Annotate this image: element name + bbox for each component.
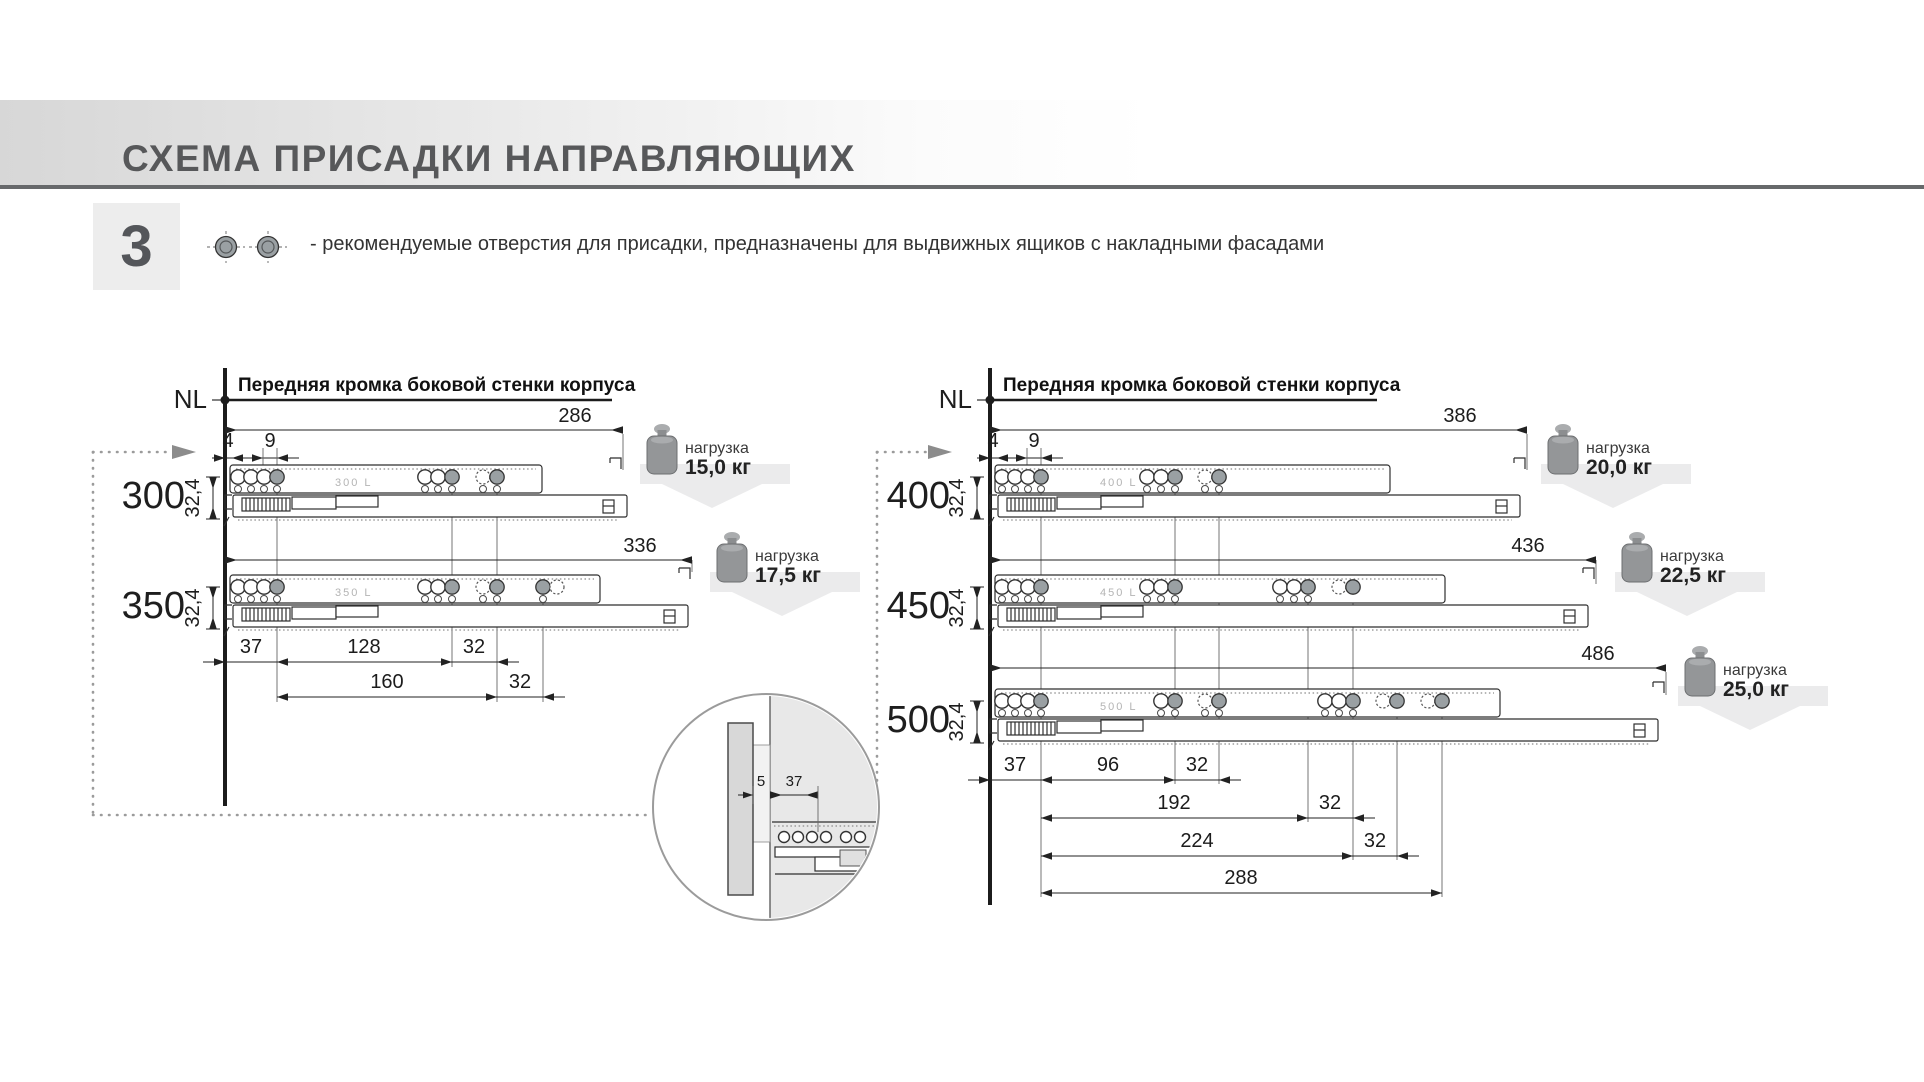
load-title: нагрузка	[755, 548, 819, 565]
rail-size-300: 300	[121, 475, 185, 517]
load-title: нагрузка	[1586, 440, 1650, 457]
facade-panel-section	[728, 723, 753, 895]
load-value: 17,5 кг	[755, 564, 821, 587]
rail-mark: 350 L	[335, 587, 373, 599]
load-title: нагрузка	[685, 440, 749, 457]
load-badge-15	[640, 424, 790, 508]
drawer-slide-rail-300	[224, 458, 627, 526]
rail-mark: 450 L	[1100, 587, 1138, 599]
dimension-486: 486	[1581, 643, 1615, 665]
load-badge-25	[1678, 646, 1828, 730]
rail-size-450: 450	[886, 585, 950, 627]
dimension-32-4: 32,4	[946, 702, 968, 742]
dimension-32: 32	[508, 671, 532, 693]
load-title: нагрузка	[1660, 548, 1724, 565]
nl-label: NL	[938, 384, 972, 414]
left-bottom-dimensions	[203, 636, 565, 701]
cabinet-side-section	[753, 745, 770, 842]
load-title: нагрузка	[1723, 662, 1787, 679]
load-value: 20,0 кг	[1586, 456, 1652, 479]
dimension-288: 288	[1224, 867, 1258, 889]
drawer-slide-rail-450	[989, 568, 1594, 636]
load-badge-17-5	[710, 532, 860, 616]
rail-mark: 300 L	[335, 477, 373, 489]
rail-size-350: 350	[121, 585, 185, 627]
dimension-4: 4	[222, 430, 234, 452]
load-value: 22,5 кг	[1660, 564, 1726, 587]
page-title: СХЕМА ПРИСАДКИ НАПРАВЛЯЮЩИХ	[122, 138, 856, 179]
dimension-192: 192	[1157, 792, 1191, 814]
dimension-32-4: 32,4	[946, 478, 968, 518]
load-badge-22-5	[1615, 532, 1765, 616]
load-badge-20	[1541, 424, 1691, 508]
dimension-4: 4	[987, 430, 999, 452]
dimension-286: 286	[558, 405, 592, 427]
rail-size-500: 500	[886, 699, 950, 741]
rail-mark: 400 L	[1100, 477, 1138, 489]
dimension-9: 9	[1028, 430, 1040, 452]
hole-icon	[258, 237, 279, 258]
dimension-37: 37	[1003, 754, 1027, 776]
dimension-336: 336	[623, 535, 657, 557]
dimension-160: 160	[370, 671, 404, 693]
rail-mark: 500 L	[1100, 701, 1138, 713]
drawer-slide-rail-400	[989, 458, 1525, 526]
dimension-32-4: 32,4	[182, 588, 204, 628]
dimension-5: 5	[756, 773, 766, 790]
dimension-436: 436	[1511, 535, 1545, 557]
dimension-32: 32	[1318, 792, 1342, 814]
right-bottom-dimensions	[968, 754, 1442, 897]
load-value: 25,0 кг	[1723, 678, 1789, 701]
dimension-224: 224	[1180, 830, 1214, 852]
drawer-slide-rail-500	[989, 682, 1664, 750]
dimension-37: 37	[239, 636, 263, 658]
rail-size-400: 400	[886, 475, 950, 517]
dimension-32: 32	[1185, 754, 1209, 776]
dimension-9: 9	[264, 430, 276, 452]
dimension-96: 96	[1096, 754, 1120, 776]
nl-label: NL	[173, 384, 207, 414]
dimension-128: 128	[347, 636, 381, 658]
section-number: 3	[120, 213, 153, 279]
legend-text: - рекомендуемые отверстия для присадки, предназначены для выдвижных ящиков с накладными фасадами	[310, 233, 1325, 255]
detail-view	[653, 690, 895, 930]
hole-icon	[216, 237, 237, 258]
edge-label: Передняя кромка боковой стенки корпуса	[1003, 375, 1401, 396]
dimension-32-4: 32,4	[946, 588, 968, 628]
load-value: 15,0 кг	[685, 456, 751, 479]
dimension-32: 32	[462, 636, 486, 658]
dimension-386: 386	[1443, 405, 1477, 427]
edge-label: Передняя кромка боковой стенки корпуса	[238, 375, 636, 396]
drawer-slide-rail-350	[224, 568, 690, 636]
dimension-32: 32	[1363, 830, 1387, 852]
legend-hole-icons	[207, 231, 287, 263]
dimension-37: 37	[785, 773, 803, 790]
right-diagram	[877, 368, 1828, 905]
dimension-32-4: 32,4	[182, 478, 204, 518]
